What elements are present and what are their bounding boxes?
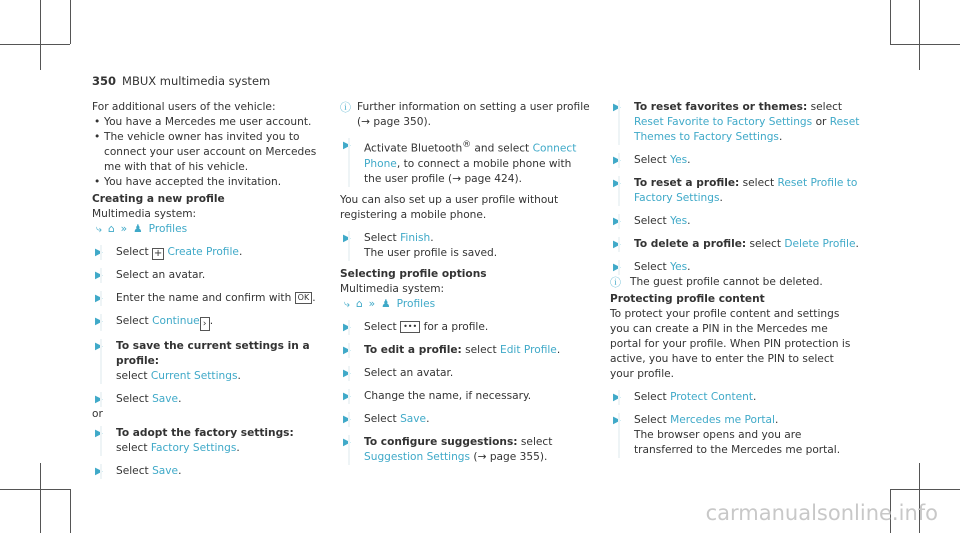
home-icon: ⌂: [355, 297, 363, 310]
info-icon: ⓘ: [340, 101, 351, 114]
step-text: Change the name, if necessary.: [348, 389, 590, 404]
step-arrow-icon: ▶: [343, 344, 351, 356]
arrow-icon: →: [477, 450, 490, 463]
punct: .: [178, 465, 182, 477]
step-text: , to connect a mobile phone with the user profile (: [364, 157, 572, 185]
step-arrow-icon: ▶: [95, 341, 103, 352]
crop-mark: [70, 489, 71, 533]
punct: .: [209, 315, 214, 327]
link-connect-phone[interactable]: Connect Phone: [364, 142, 577, 170]
plus-icon: +: [153, 248, 163, 259]
crop-mark: [890, 0, 891, 44]
step-text: select: [749, 238, 781, 250]
punct: .: [238, 246, 243, 258]
step-text: Select an avatar.: [100, 268, 322, 283]
crop-mark: [40, 463, 41, 533]
column-1: [92, 100, 322, 479]
column-2: [340, 100, 590, 465]
punct: .: [312, 292, 316, 304]
link-finish[interactable]: Finish: [400, 231, 431, 244]
step-arrow-icon: ▶: [343, 367, 351, 379]
step: [610, 176, 860, 206]
step-result: The browser opens and you are transferred to the Mercedes me portal.: [634, 429, 841, 456]
step-bold: To configure suggestions:: [364, 435, 518, 448]
step-text: Select: [634, 414, 667, 426]
path-profiles: Profiles: [396, 297, 436, 310]
crop-mark: [890, 489, 960, 490]
profile-icon: ♟: [133, 223, 143, 235]
step: [340, 320, 590, 335]
step-bold: To edit a profile:: [364, 343, 462, 356]
punct: .: [753, 391, 757, 403]
step-text: select: [116, 442, 148, 454]
crop-mark: [919, 0, 920, 70]
watermark: carmanualsonline.info: [705, 501, 938, 525]
step-bold: To adopt the factory settings:: [116, 427, 294, 439]
step-text: Select: [634, 154, 667, 166]
crop-mark: [890, 44, 960, 45]
step-text: select: [465, 343, 497, 356]
step: [340, 412, 590, 427]
step: [610, 260, 860, 275]
path-profiles: Profiles: [148, 223, 188, 235]
link-yes[interactable]: Yes: [670, 215, 688, 227]
link-continue[interactable]: Continue: [152, 315, 200, 327]
punct: .: [774, 414, 779, 426]
paragraph: To protect your profile content and settings you can create a PIN in the Mercedes me portal for your profile. When PIN protection is active, you have to enter the PIN to select your profile.: [610, 308, 851, 380]
return-arrow-icon: ⤷: [96, 223, 102, 235]
punct: .: [236, 442, 240, 454]
more-icon: •••: [400, 321, 420, 333]
return-arrow-icon: ⤷: [344, 297, 350, 310]
intro-text: For additional users of the vehicle:: [92, 101, 276, 113]
link-reset-profile[interactable]: Reset Profile to Factory Settings: [634, 177, 858, 204]
step: [340, 138, 590, 187]
step: [610, 100, 860, 145]
page-ref: page 350: [373, 116, 424, 128]
step: [92, 464, 322, 479]
step-text: Select: [634, 215, 667, 227]
step-arrow-icon: ▶: [343, 232, 351, 244]
step-text: Select: [634, 261, 667, 273]
double-chevron-icon: »: [368, 297, 376, 310]
punct: (: [473, 450, 478, 463]
note-text: Further information on setting a user profile (: [357, 101, 590, 128]
link-protect-content[interactable]: Protect Content: [670, 391, 754, 403]
crop-mark: [70, 0, 71, 44]
step-arrow-icon: ▶: [343, 390, 351, 402]
chevron-right-icon: ›: [200, 317, 210, 331]
step-arrow-icon: ▶: [613, 102, 621, 113]
punct: .: [719, 192, 723, 204]
step: [340, 231, 590, 261]
page-ref: page 424: [464, 172, 515, 185]
punct: .: [430, 231, 434, 244]
link-save[interactable]: Save: [152, 393, 179, 405]
step: [610, 413, 860, 458]
system-label: Multimedia system:: [340, 282, 445, 295]
step-text: Select: [364, 412, 397, 425]
note-text: The guest profile cannot be deleted.: [630, 276, 823, 288]
step-arrow-icon: ▶: [613, 415, 621, 426]
page-title: MBUX multimedia system: [122, 74, 271, 88]
step-arrow-icon: ▶: [613, 216, 621, 227]
paragraph: You can also set up a user profile without registering a mobile phone.: [340, 193, 559, 221]
step-text: Select: [116, 315, 149, 327]
step-arrow-icon: ▶: [95, 247, 103, 258]
step-text: Select: [116, 393, 149, 405]
step-arrow-icon: ▶: [95, 428, 103, 439]
step: [610, 153, 860, 168]
list-item: • You have a Mercedes me user account.: [92, 115, 322, 130]
arrow-icon: →: [452, 172, 465, 185]
step-text: Select: [364, 320, 397, 333]
system-label: Multimedia system:: [92, 208, 197, 220]
step-text: Select an avatar.: [348, 366, 590, 381]
punct: .: [778, 131, 783, 143]
step: [610, 390, 860, 405]
punct: ).: [423, 116, 431, 128]
link-suggestion-settings[interactable]: Suggestion Settings: [364, 450, 471, 463]
link-edit-profile[interactable]: Edit Profile: [500, 343, 557, 356]
step-arrow-icon: ▶: [613, 239, 621, 250]
step: [92, 268, 322, 283]
step: [610, 237, 860, 252]
list-item: • The vehicle owner has invited you to connect your user account on Mercedes me with that of his vehicle.: [92, 130, 322, 175]
link-yes[interactable]: Yes: [670, 154, 688, 166]
link-factory-settings[interactable]: Factory Settings: [150, 442, 237, 454]
step-bold: To reset a profile:: [634, 177, 740, 189]
step-arrow-icon: ▶: [613, 155, 621, 166]
punct: .: [687, 261, 691, 273]
step-bold: To reset favorites or themes:: [634, 101, 808, 113]
punct: .: [426, 412, 430, 425]
punct: .: [855, 238, 859, 250]
step-arrow-icon: ▶: [95, 466, 103, 477]
section-heading: Creating a new profile: [92, 193, 225, 205]
info-icon: ⓘ: [610, 276, 621, 289]
step: [340, 343, 590, 358]
step-text: select: [116, 370, 148, 382]
punct: .: [687, 215, 691, 227]
punct: .: [556, 343, 561, 356]
home-icon: ⌂: [107, 223, 115, 235]
section-heading: Selecting profile options: [340, 267, 487, 280]
step-text: or: [815, 116, 827, 128]
step-text: Select: [116, 465, 149, 477]
arrow-icon: →: [361, 116, 374, 128]
step-arrow-icon: ▶: [613, 262, 621, 273]
section-heading: Protecting profile content: [610, 293, 765, 305]
step-text: Select: [116, 246, 149, 258]
link-reset-favorite[interactable]: Reset Favorite to Factory Settings: [634, 116, 813, 128]
menu-path: [92, 222, 322, 237]
step-arrow-icon: ▶: [613, 178, 621, 189]
step: [610, 214, 860, 229]
punct: .: [237, 370, 241, 382]
step-arrow-icon: ▶: [95, 293, 103, 304]
step-text: select: [810, 101, 843, 113]
ok-key: OK: [295, 292, 313, 304]
info-note: [610, 275, 860, 290]
step: [92, 426, 322, 456]
double-chevron-icon: »: [120, 223, 128, 235]
step-text: Select: [364, 231, 397, 244]
page-ref: page 355: [489, 450, 540, 463]
punct: ).: [514, 172, 523, 185]
or-text: or: [92, 408, 103, 420]
profile-icon: ♟: [381, 297, 391, 310]
link-delete-profile[interactable]: Delete Profile: [784, 238, 856, 250]
step-text: for a profile.: [423, 320, 489, 333]
crop-mark: [0, 44, 70, 45]
step: [92, 245, 322, 260]
step: [92, 339, 322, 384]
step: [92, 314, 322, 331]
link-reset-themes[interactable]: Reset Themes to Factory Settings: [634, 116, 860, 143]
list-item: • You have accepted the invitation.: [92, 175, 322, 190]
crop-mark: [40, 0, 41, 70]
step-text: Enter the name and confirm with: [116, 292, 292, 304]
crop-mark: [0, 489, 70, 490]
link-current-settings[interactable]: Current Settings: [150, 370, 238, 382]
step-arrow-icon: ▶: [343, 140, 351, 151]
step-text: and select: [474, 142, 530, 155]
punct: .: [178, 393, 182, 405]
step: [92, 291, 322, 306]
step-text: Activate Bluetooth: [364, 142, 463, 155]
column-3: [610, 100, 860, 458]
step-bold: To save the current settings in a profile:: [116, 340, 310, 367]
step-result: The user profile is saved.: [364, 246, 498, 259]
step: [92, 392, 322, 407]
menu-path: [340, 297, 590, 312]
info-note: [340, 100, 590, 130]
step-arrow-icon: ▶: [613, 392, 621, 403]
link-create-profile[interactable]: Create Profile: [167, 246, 239, 258]
page-number: 350: [92, 74, 117, 88]
punct: ).: [539, 450, 548, 463]
step-text: select: [520, 435, 553, 448]
step-arrow-icon: ▶: [343, 413, 351, 425]
link-save[interactable]: Save: [152, 465, 179, 477]
link-mercedes-me-portal[interactable]: Mercedes me Portal: [670, 414, 775, 426]
link-save[interactable]: Save: [400, 412, 427, 425]
step: [340, 435, 590, 465]
step-arrow-icon: ▶: [343, 321, 351, 333]
step-text: Select: [634, 391, 667, 403]
reg-mark: ®: [462, 140, 472, 150]
step-arrow-icon: ▶: [95, 270, 103, 281]
step-arrow-icon: ▶: [95, 394, 103, 405]
page-header: [92, 74, 270, 88]
step: [340, 366, 590, 381]
step-text: select: [742, 177, 775, 189]
step: [340, 389, 590, 404]
step-arrow-icon: ▶: [343, 436, 351, 448]
punct: .: [687, 154, 691, 166]
step-arrow-icon: ▶: [95, 316, 103, 327]
step-bold: To delete a profile:: [634, 238, 747, 250]
link-yes[interactable]: Yes: [670, 261, 688, 273]
